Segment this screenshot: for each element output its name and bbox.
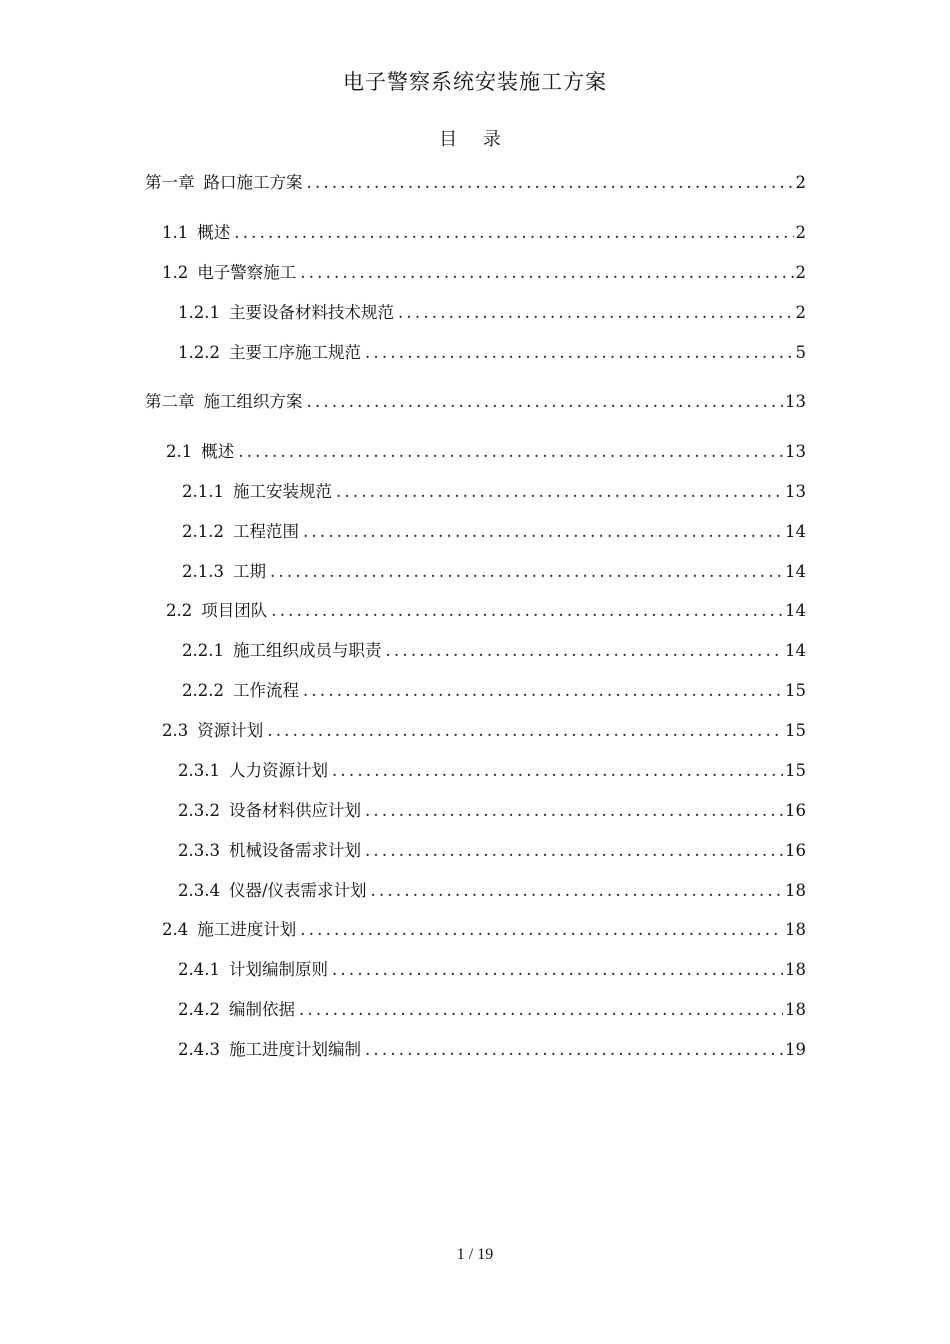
toc-entry-1-2-2[interactable] — [178, 342, 806, 364]
toc-leader-dots — [332, 959, 783, 981]
toc-leader-dots — [303, 680, 783, 702]
toc-entry-number: 2.4 — [162, 920, 189, 939]
toc-entry-2-4[interactable] — [162, 919, 806, 941]
toc-entry-title: 施工进度计划 — [197, 920, 297, 939]
toc-entry-number: 2.2 — [166, 601, 193, 620]
toc-entry-title: 工期 — [232, 562, 266, 581]
toc-heading: 目 录 — [439, 129, 511, 150]
toc-entry-title: 施工安装规范 — [232, 482, 332, 501]
toc-entry-number: 1.2.1 — [178, 303, 220, 322]
toc-entry-title: 主要工序施工规范 — [228, 343, 361, 362]
toc-entry-page: 2 — [795, 173, 806, 192]
toc-entry-2-3-1[interactable] — [178, 760, 806, 782]
toc-entry-page: 18 — [785, 920, 806, 939]
toc-leader-dots — [365, 840, 783, 862]
toc-leader-dots — [234, 222, 793, 244]
toc-entry-page: 16 — [785, 801, 806, 820]
toc-entry-page: 14 — [785, 641, 806, 660]
toc-entry-2-3[interactable] — [162, 720, 806, 742]
toc-entry-number: 2.3.4 — [178, 881, 220, 900]
toc-entry-1-2-1[interactable] — [178, 302, 806, 324]
toc-entry-page: 13 — [785, 442, 806, 461]
toc-entry-page: 5 — [795, 343, 806, 362]
toc-leader-dots — [365, 800, 783, 822]
toc-entry-1-1[interactable] — [162, 222, 806, 244]
toc-leader-dots — [371, 880, 783, 902]
toc-entry-2-2-2[interactable] — [182, 680, 806, 702]
toc-leader-dots — [267, 720, 783, 742]
toc-entry-number: 2.1 — [166, 442, 193, 461]
toc-entry-title: 概述 — [201, 442, 235, 461]
toc-entry-page: 14 — [785, 601, 806, 620]
toc-entry-page: 15 — [785, 721, 806, 740]
toc-leader-dots — [299, 999, 783, 1021]
toc-entry-page: 13 — [785, 392, 806, 411]
toc-entry-page: 2 — [795, 263, 806, 282]
toc-leader-dots — [365, 342, 794, 364]
toc-entry-number: 2.1.3 — [182, 562, 224, 581]
toc-entry-title: 计划编制原则 — [228, 960, 328, 979]
page-number: 1 / 19 — [456, 1246, 494, 1263]
toc-entry-page: 18 — [785, 960, 806, 979]
toc-entry-number: 1.1 — [162, 223, 189, 242]
toc-entry-2-2-1[interactable] — [182, 640, 806, 662]
toc-entry-2-1-3[interactable] — [182, 561, 806, 583]
toc-entry-title: 主要设备材料技术规范 — [228, 303, 394, 322]
toc-leader-dots — [303, 521, 783, 543]
toc-entry-title: 工作流程 — [232, 681, 299, 700]
toc-leader-dots — [271, 600, 783, 622]
toc-entry-2-3-3[interactable] — [178, 840, 806, 862]
toc-entry-page: 18 — [785, 881, 806, 900]
toc-entry-2-3-4[interactable] — [178, 880, 806, 902]
toc-entry-2-4-1[interactable] — [178, 959, 806, 981]
toc-entry-title: 资源计划 — [197, 721, 264, 740]
toc-entry-number: 1.2.2 — [178, 343, 220, 362]
toc-entry-title: 项目团队 — [201, 601, 268, 620]
toc-entry-number: 第二章 — [145, 392, 195, 411]
toc-leader-dots — [336, 481, 783, 503]
toc-entry-number: 2.4.3 — [178, 1040, 220, 1059]
toc-entry-1-2[interactable] — [162, 262, 806, 284]
toc-entry-page: 14 — [785, 522, 806, 541]
toc-entry-page: 18 — [785, 1000, 806, 1019]
toc-entry-number: 2.1.1 — [182, 482, 224, 501]
toc-leader-dots — [300, 919, 783, 941]
toc-leader-dots — [398, 302, 794, 324]
toc-entry-2-1-1[interactable] — [182, 481, 806, 503]
toc-leader-dots — [332, 760, 783, 782]
toc-leader-dots — [300, 262, 793, 284]
toc-entry-page: 2 — [795, 223, 806, 242]
toc-leader-dots — [307, 391, 784, 413]
toc-entry-number: 2.4.2 — [178, 1000, 220, 1019]
toc-entry-number: 2.2.1 — [182, 641, 224, 660]
toc-entry-title: 编制依据 — [228, 1000, 295, 1019]
document-title: 电子警察系统安装施工方案 — [343, 70, 607, 94]
toc-entry-number: 第一章 — [145, 173, 195, 192]
toc-entry-number: 2.3 — [162, 721, 189, 740]
toc-entry-chapter-1[interactable] — [145, 172, 806, 194]
toc-entry-title: 人力资源计划 — [228, 761, 328, 780]
toc-leader-dots — [385, 640, 783, 662]
toc-entry-2-1[interactable] — [166, 441, 806, 463]
toc-entry-title: 施工进度计划编制 — [228, 1040, 361, 1059]
toc-entry-2-4-3[interactable] — [178, 1039, 806, 1061]
toc-entry-number: 2.2.2 — [182, 681, 224, 700]
toc-leader-dots — [238, 441, 783, 463]
toc-entry-2-3-2[interactable] — [178, 800, 806, 822]
toc-entry-2-1-2[interactable] — [182, 521, 806, 543]
toc-entry-page: 2 — [795, 303, 806, 322]
toc-entry-2-4-2[interactable] — [178, 999, 806, 1021]
toc-entry-title: 设备材料供应计划 — [228, 801, 361, 820]
toc-entry-title: 路口施工方案 — [203, 173, 303, 192]
toc-entry-number: 2.3.2 — [178, 801, 220, 820]
toc-entry-number: 2.1.2 — [182, 522, 224, 541]
toc-entry-page: 14 — [785, 562, 806, 581]
toc-entry-title: 仪器/仪表需求计划 — [228, 881, 367, 900]
toc-entry-number: 2.3.1 — [178, 761, 220, 780]
toc-entry-title: 概述 — [197, 223, 231, 242]
toc-entry-number: 2.4.1 — [178, 960, 220, 979]
toc-entry-number: 1.2 — [162, 263, 189, 282]
toc-entry-page: 15 — [785, 681, 806, 700]
toc-entry-title: 施工组织成员与职责 — [232, 641, 382, 660]
toc-entry-page: 15 — [785, 761, 806, 780]
toc-leader-dots — [365, 1039, 783, 1061]
toc-entry-page: 19 — [785, 1040, 806, 1059]
toc-leader-dots — [270, 561, 783, 583]
toc-entry-title: 工程范围 — [232, 522, 299, 541]
toc-entry-title: 电子警察施工 — [197, 263, 297, 282]
toc-leader-dots — [307, 172, 794, 194]
toc-entry-title: 施工组织方案 — [203, 392, 303, 411]
toc-entry-2-2[interactable] — [166, 600, 806, 622]
toc-entry-page: 13 — [785, 482, 806, 501]
toc-entry-page: 16 — [785, 841, 806, 860]
toc-entry-number: 2.3.3 — [178, 841, 220, 860]
toc-entry-title: 机械设备需求计划 — [228, 841, 361, 860]
toc-entry-chapter-2[interactable] — [145, 391, 806, 413]
